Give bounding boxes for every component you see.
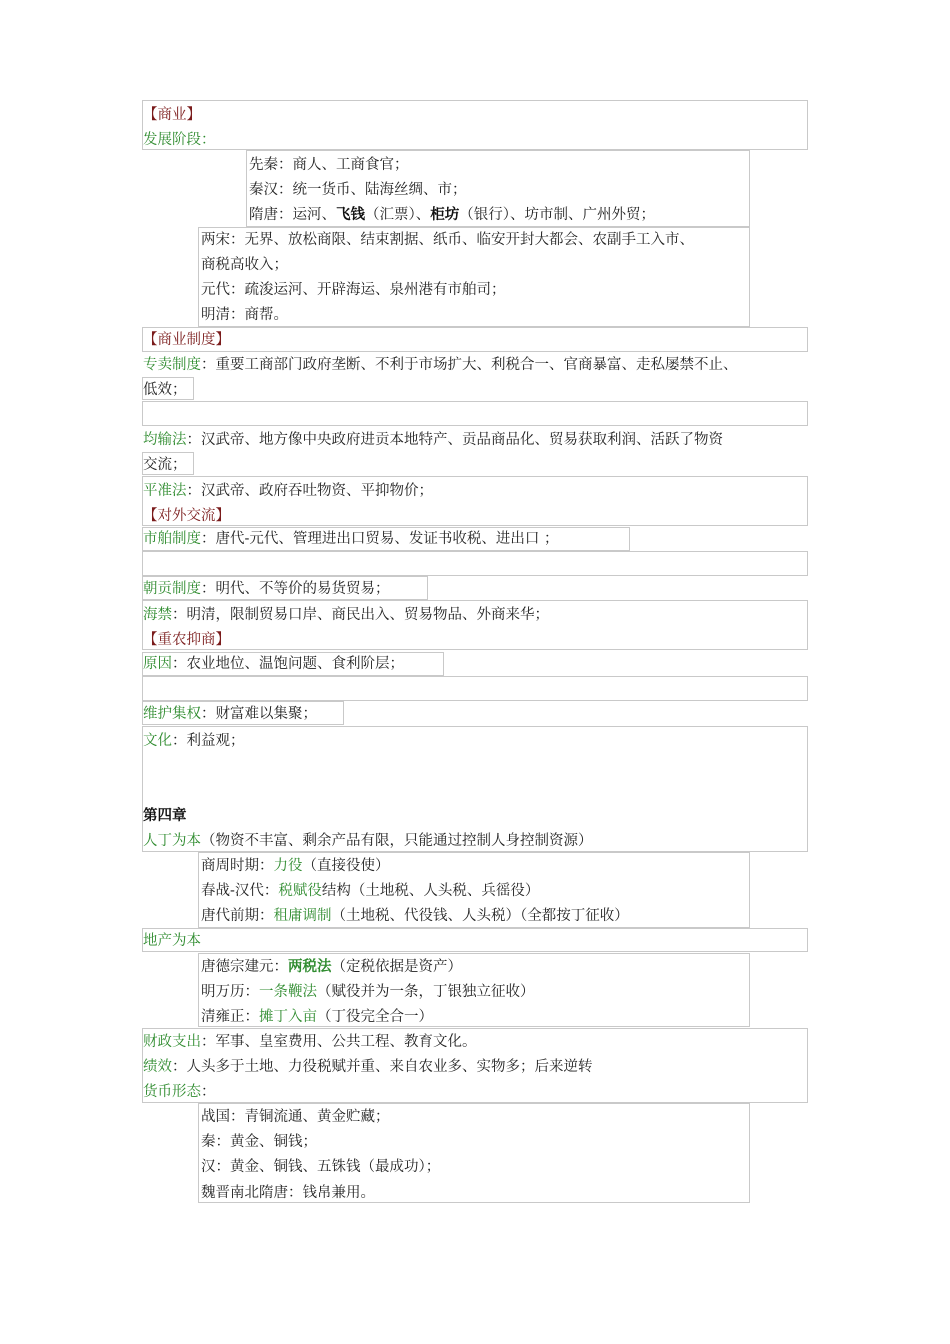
power-text: ：财富难以集聚； xyxy=(201,706,317,722)
stage-song-2: 商税高收入； xyxy=(201,257,288,273)
sui-tang-suffix: （银行）、坊市制、广州外贸； xyxy=(459,207,655,223)
chunzhan-prefix: 春战-汉代： xyxy=(201,883,279,899)
reason-text: ：农业地位、温饱问题、食利阶层； xyxy=(172,656,404,672)
shibo-line xyxy=(143,529,559,549)
foreign-heading: 【对外交流】 xyxy=(143,508,230,524)
junshu-text-1: ：汉武帝、地方像中央政府进贡本地特产、贡品商品化、贸易获取利润、活跃了物资 xyxy=(186,432,723,448)
power-line xyxy=(143,704,317,724)
shibo-text: ：唐代-元代、管理进出口贸易、发证书收税、进出口 ； xyxy=(201,531,559,547)
feiqian-term: 飞钱 xyxy=(336,206,365,223)
sui-tang-prefix: 隋唐：运河、 xyxy=(249,207,336,223)
junshu-label: 均输法 xyxy=(143,432,187,448)
tang-suffix: （土地税、代役钱、人头税）（全都按丁征收） xyxy=(331,908,629,924)
stage-song-1: 两宋：无界、放松商限、结束割据、纸币、临安开封大都会、农副手工入市、 xyxy=(201,232,694,248)
cell-empty-3 xyxy=(142,676,808,701)
dezong-term: 两税法 xyxy=(288,958,332,975)
perf-line xyxy=(143,1057,593,1077)
pingzhun-text: ：汉武帝、政府吞吐物资、平抑物价； xyxy=(186,483,433,499)
tang-term: 租庸调制 xyxy=(273,908,332,924)
haijin-text: ：明清，限制贸易口岸、商民出入、贸易物品、外商来华； xyxy=(172,607,549,623)
guifang-term: 柜坊 xyxy=(430,206,460,223)
spending-line xyxy=(143,1032,477,1052)
spending-text: ：军事、皇室费用、公共工程、教育文化。 xyxy=(201,1034,477,1050)
tang-line xyxy=(201,906,629,926)
yongzheng-term: 摊丁入亩 xyxy=(259,1009,317,1025)
shangzhou-prefix: 商周时期： xyxy=(201,858,274,874)
wanli-prefix: 明万历： xyxy=(201,984,259,1000)
wanli-line xyxy=(201,982,535,1002)
stage-ming-qing: 明清：商帮。 xyxy=(201,307,288,323)
tribute-line xyxy=(143,579,390,599)
agri-heading: 【重农抑商】 xyxy=(143,632,230,648)
chunzhan-suffix: 结构（土地税、人头税、兵徭役） xyxy=(321,883,540,899)
dezong-line xyxy=(201,957,462,977)
shibo-label: 市舶制度 xyxy=(143,531,201,547)
stage-pre-qin: 先秦：商人、工商食官； xyxy=(249,157,409,173)
stage-qin-han: 秦汉：统一货币、陆海丝绸、市； xyxy=(249,182,467,198)
yongzheng-suffix: （丁役完全合一） xyxy=(317,1009,433,1025)
yongzheng-line xyxy=(201,1007,433,1027)
tribute-label: 朝贡制度 xyxy=(143,581,201,597)
chunzhan-line xyxy=(201,881,539,901)
people-line xyxy=(143,831,593,851)
money-colon: ： xyxy=(201,1084,216,1100)
system-heading: 【商业制度】 xyxy=(143,332,230,348)
perf-label: 绩效 xyxy=(143,1059,172,1075)
haijin-label: 海禁 xyxy=(143,607,172,623)
spending-label: 财政支出 xyxy=(143,1034,201,1050)
money-weijin: 魏晋南北隋唐：钱帛兼用。 xyxy=(201,1185,375,1201)
haijin-line xyxy=(143,605,549,625)
chapter-title: 第四章 xyxy=(143,807,187,824)
stage-sui-tang xyxy=(249,205,655,225)
power-label: 维护集权 xyxy=(143,706,201,722)
pingzhun-label: 平准法 xyxy=(143,483,187,499)
money-qin: 秦：黄金、铜钱； xyxy=(201,1134,317,1150)
commerce-heading: 【商业】 xyxy=(143,107,201,123)
wanli-suffix: （赋役并为一条，丁银独立征收） xyxy=(317,984,535,1000)
shangzhou-line xyxy=(201,856,390,876)
cell-land-heading xyxy=(142,928,808,952)
reason-line xyxy=(143,654,404,674)
culture-label: 文化 xyxy=(143,733,172,749)
tang-prefix: 唐代前期： xyxy=(201,908,274,924)
reason-label: 原因 xyxy=(143,656,172,672)
monopoly-line-1 xyxy=(143,355,738,375)
junshu-line-2: 交流； xyxy=(143,457,187,473)
cell-empty-1 xyxy=(142,401,808,426)
chunzhan-term: 税赋役 xyxy=(278,883,322,899)
money-line xyxy=(143,1082,216,1102)
land-label: 地产为本 xyxy=(143,933,201,949)
monopoly-text-1: ：重要工商部门政府垄断、不利于市场扩大、利税合一、官商暴富、走私屡禁不止、 xyxy=(201,357,738,373)
perf-text: ：人头多于土地、力役税赋并重、来自农业多、实物多；后来逆转 xyxy=(172,1059,593,1075)
stage-yuan: 元代：疏浚运河、开辟海运、泉州港有市舶司； xyxy=(201,282,506,298)
money-warring: 战国：青铜流通、黄金贮藏； xyxy=(201,1109,390,1125)
sui-tang-mid: （汇票）、 xyxy=(365,207,431,223)
monopoly-line-2: 低效； xyxy=(143,382,187,398)
shangzhou-suffix: （直接役使） xyxy=(302,858,390,874)
stages-label: 发展阶段： xyxy=(143,132,216,148)
yongzheng-prefix: 清雍正： xyxy=(201,1009,259,1025)
tribute-text: ：明代、不等价的易货贸易； xyxy=(201,581,390,597)
people-text: （物资不丰富、剩余产品有限，只能通过控制人身控制资源） xyxy=(201,833,593,849)
monopoly-label: 专卖制度 xyxy=(143,357,201,373)
shangzhou-term: 力役 xyxy=(273,858,303,874)
dezong-suffix: （定税依据是资产） xyxy=(331,959,462,975)
junshu-line-1 xyxy=(143,430,723,450)
dezong-prefix: 唐德宗建元： xyxy=(201,959,288,975)
pingzhun-line xyxy=(143,481,433,501)
cell-commerce-heading xyxy=(142,100,808,150)
people-label: 人丁为本 xyxy=(143,833,201,849)
cell-system-heading xyxy=(142,327,808,352)
culture-text: ：利益观； xyxy=(172,733,245,749)
culture-line xyxy=(143,731,245,751)
money-label: 货币形态 xyxy=(143,1084,201,1100)
cell-empty-2 xyxy=(142,551,808,576)
wanli-term: 一条鞭法 xyxy=(259,984,317,1000)
money-han: 汉：黄金、铜钱、五铢钱（最成功）； xyxy=(201,1159,441,1175)
